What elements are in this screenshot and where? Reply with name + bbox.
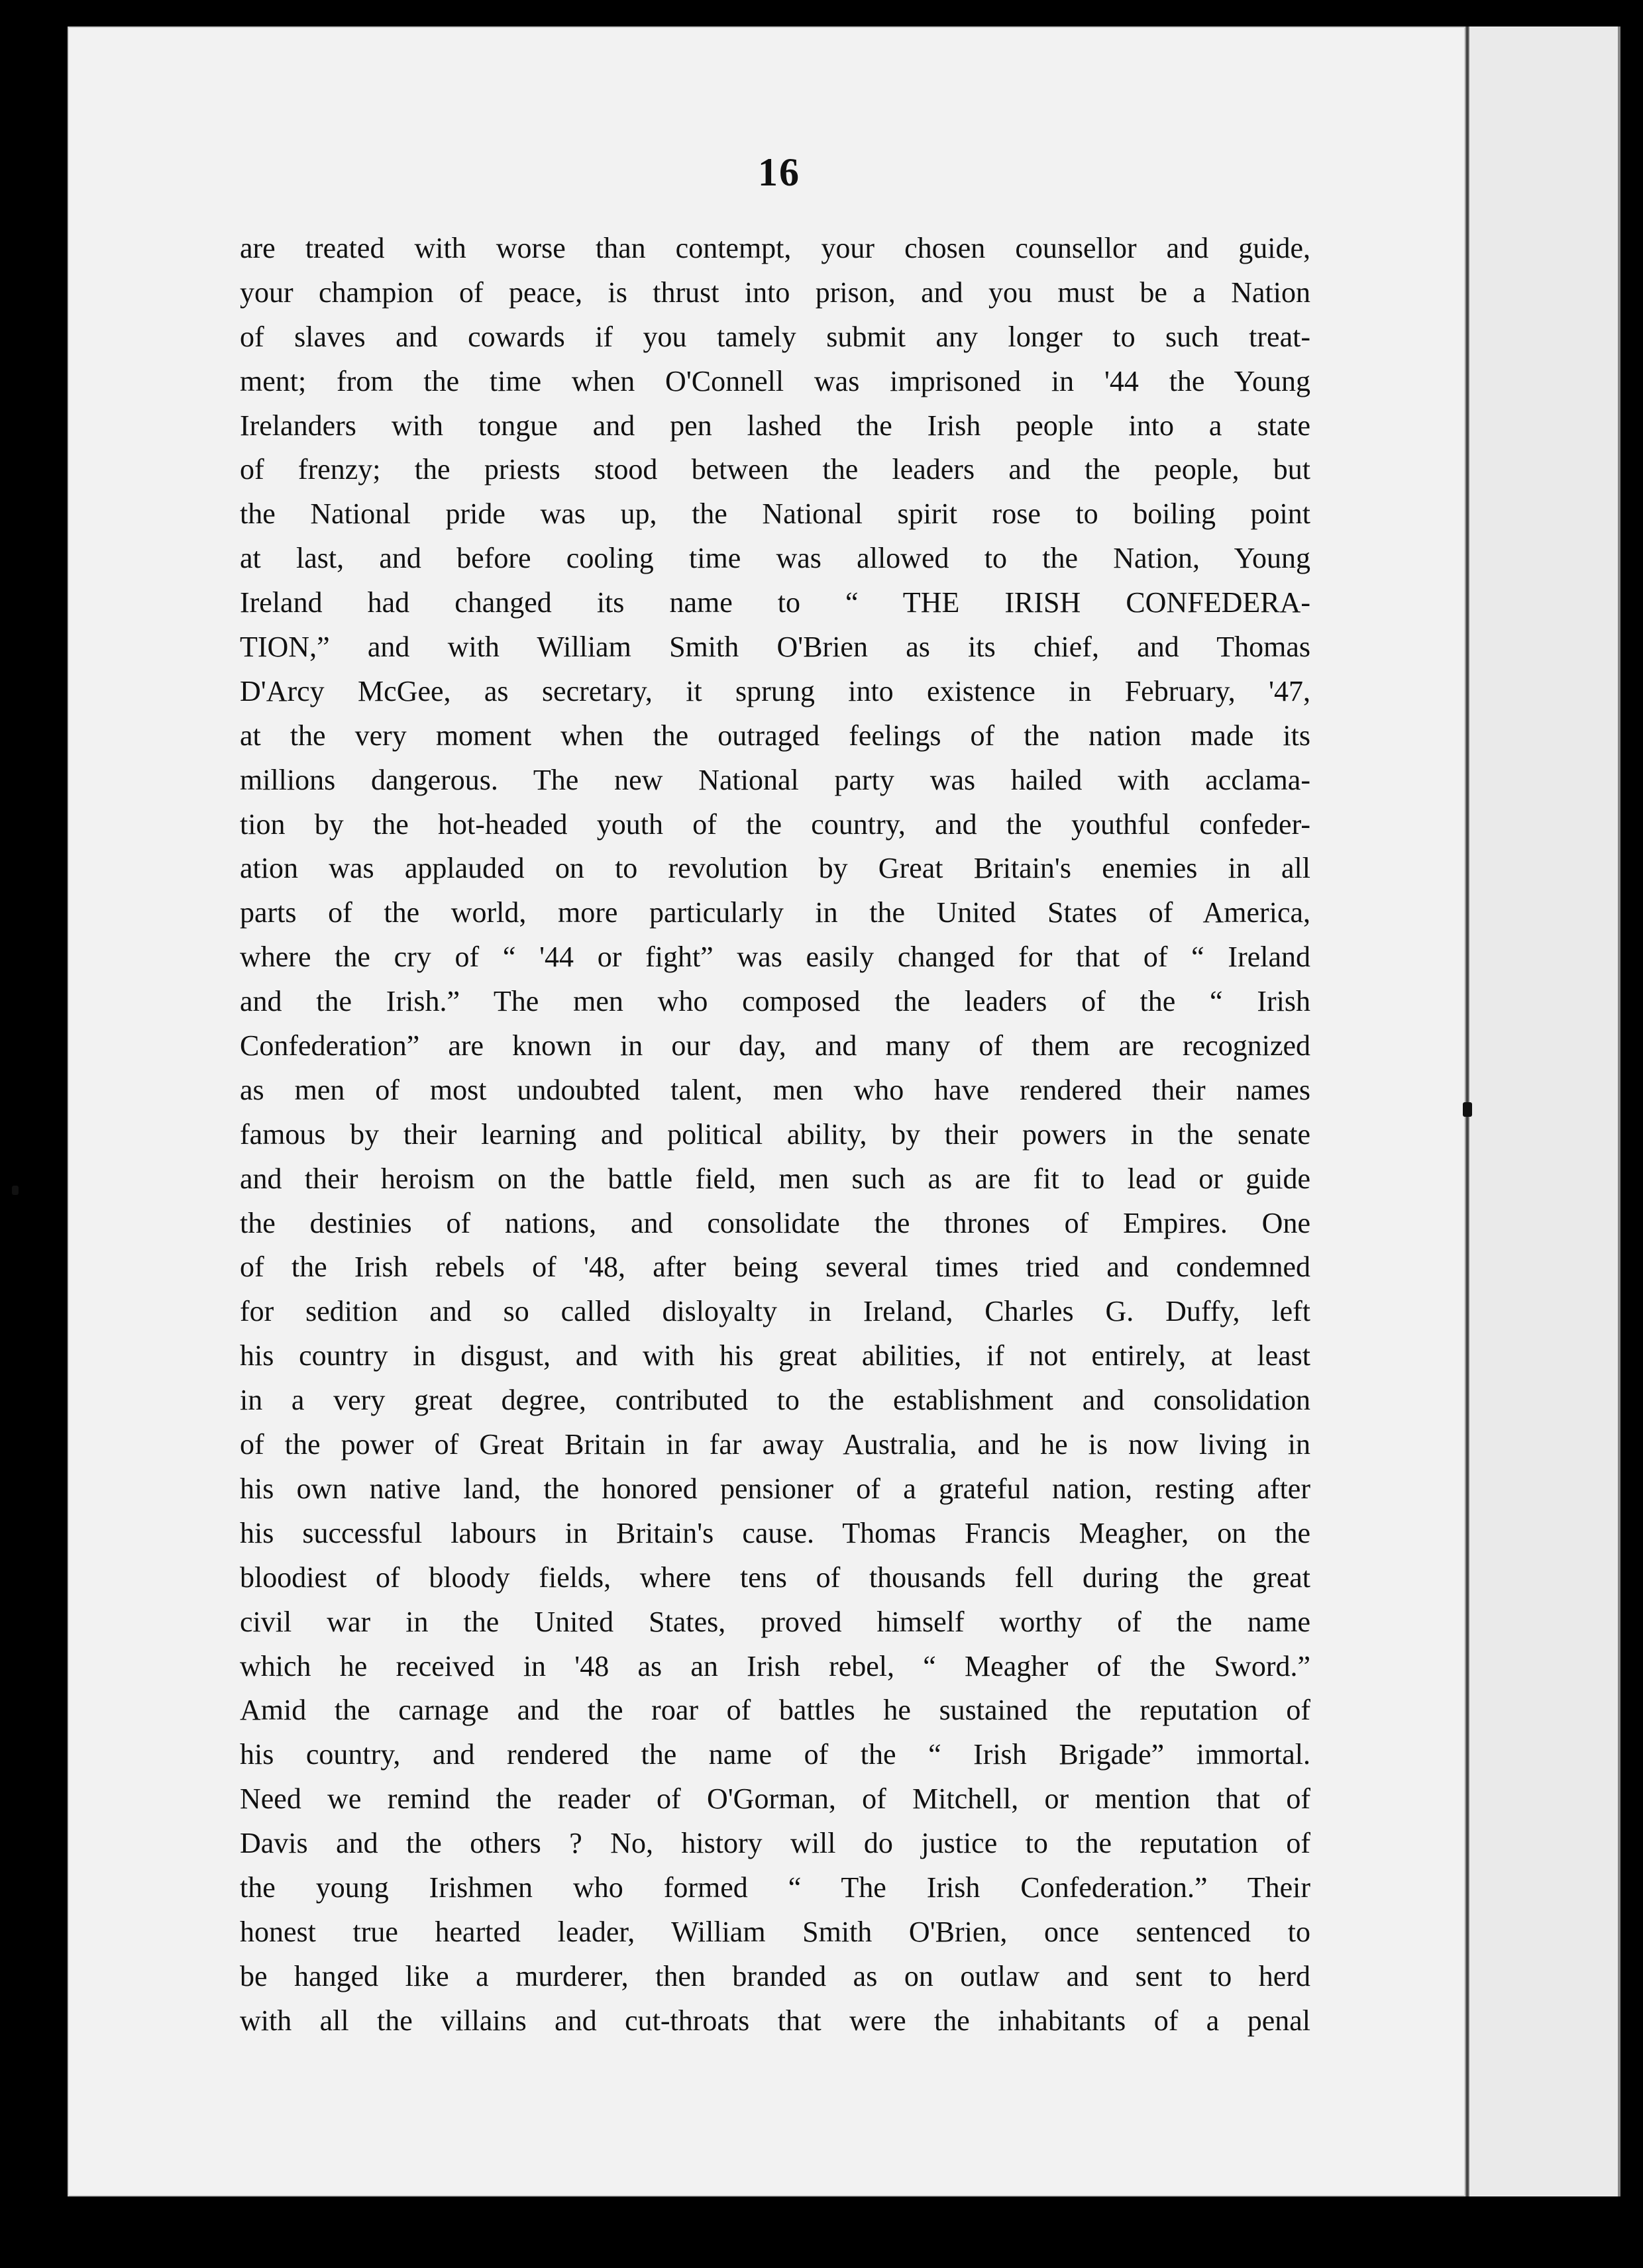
text-line: the National pride was up, the National spirit rose to boiling point	[240, 497, 1310, 531]
text-line: honest true hearted leader, William Smith O'Brien, once sentenced to	[240, 1915, 1310, 1948]
text-line: Confederation” are known in our day, and many of them are recognized	[240, 1029, 1310, 1062]
adjacent-page-border	[1618, 26, 1620, 2196]
text-line: the young Irishmen who formed “ The Irish Confederation.” Their	[240, 1871, 1310, 1904]
text-line: are treated with worse than contempt, your chosen counsellor and guide,	[240, 232, 1310, 264]
text-line: which he received in '48 as an Irish rebel, “ Meagher of the Sword.”	[240, 1649, 1310, 1682]
text-line: his country in disgust, and with his great abilities, if not entirely, at least	[240, 1339, 1310, 1372]
text-line: bloodiest of bloody fields, where tens of thousands fell during the great	[240, 1561, 1310, 1594]
text-line: tion by the hot-headed youth of the country, and the youthful confeder-	[240, 807, 1310, 841]
text-line: your champion of peace, is thrust into prison, and you must be a Nation	[240, 276, 1310, 309]
text-line: D'Arcy McGee, as secretary, it sprung into existence in February, '47,	[240, 674, 1310, 707]
text-line: his own native land, the honored pensioner of a grateful nation, resting after	[240, 1472, 1310, 1505]
text-line: of frenzy; the priests stood between the leaders and the people, but	[240, 453, 1310, 486]
text-line: his successful labours in Britain's cause. Thomas Francis Meagher, on the	[240, 1516, 1310, 1549]
text-line: of the power of Great Britain in far away Australia, and he is now living in	[240, 1428, 1310, 1461]
text-line: at last, and before cooling time was allowed to the Nation, Young	[240, 542, 1310, 575]
text-line: Need we remind the reader of O'Gorman, of Mitchell, or mention that of	[240, 1782, 1310, 1816]
text-line: Amid the carnage and the roar of battles he sustained the reputation of	[240, 1694, 1310, 1727]
text-line: civil war in the United States, proved himself worthy of the name	[240, 1605, 1310, 1638]
text-line: for sedition and so called disloyalty in Ireland, Charles G. Duffy, left	[240, 1295, 1310, 1328]
text-line: be hanged like a murderer, then branded as on outlaw and sent to herd	[240, 1959, 1310, 1992]
text-line: and their heroism on the battle field, men such as are fit to lead or guide	[240, 1162, 1310, 1195]
text-line: as men of most undoubted talent, men who have rendered their names	[240, 1073, 1310, 1106]
text-line: of the Irish rebels of '48, after being several times tried and condemned	[240, 1251, 1310, 1284]
page-number: 16	[758, 150, 800, 194]
text-line: ation was applauded on to revolution by Great Britain's enemies in all	[240, 852, 1310, 885]
text-line: in a very great degree, contributed to the establishment and consolidation	[240, 1384, 1310, 1417]
text-line: at the very moment when the outraged feelings of the nation made its	[240, 719, 1310, 752]
text-line: parts of the world, more particularly in the United States of America,	[240, 896, 1310, 929]
text-line: of slaves and cowards if you tamely submit any longer to such treat-	[240, 320, 1310, 353]
text-line: and the Irish.” The men who composed the leaders of the “ Irish	[240, 985, 1310, 1018]
ink-mark	[12, 1186, 19, 1195]
ink-mark	[1463, 1102, 1472, 1117]
text-line: ment; from the time when O'Connell was imprisoned in '44 the Young	[240, 364, 1310, 397]
body-text	[240, 227, 1310, 2043]
text-line: where the cry of “ '44 or fight” was easily changed for that of “ Ireland	[240, 941, 1310, 974]
text-line: with all the villains and cut-throats that were the inhabitants of a penal	[240, 2004, 1310, 2037]
text-line: TION,” and with William Smith O'Brien as its chief, and Thomas	[240, 631, 1310, 664]
text-line: famous by their learning and political ability, by their powers in the senate	[240, 1117, 1310, 1151]
text-line: Ireland had changed its name to “ THE IRISH CONFEDERA-	[240, 586, 1310, 619]
text-line: his country, and rendered the name of the “ Irish Brigade” immortal.	[240, 1738, 1310, 1771]
adjacent-page-edge	[1469, 26, 1618, 2196]
text-line: millions dangerous. The new National party was hailed with acclama-	[240, 763, 1310, 796]
text-line: the destinies of nations, and consolidate the thrones of Empires. One	[240, 1206, 1310, 1239]
text-line: Irelanders with tongue and pen lashed the Irish people into a state	[240, 409, 1310, 442]
text-line: Davis and the others ? No, history will do justice to the reputation of	[240, 1827, 1310, 1860]
